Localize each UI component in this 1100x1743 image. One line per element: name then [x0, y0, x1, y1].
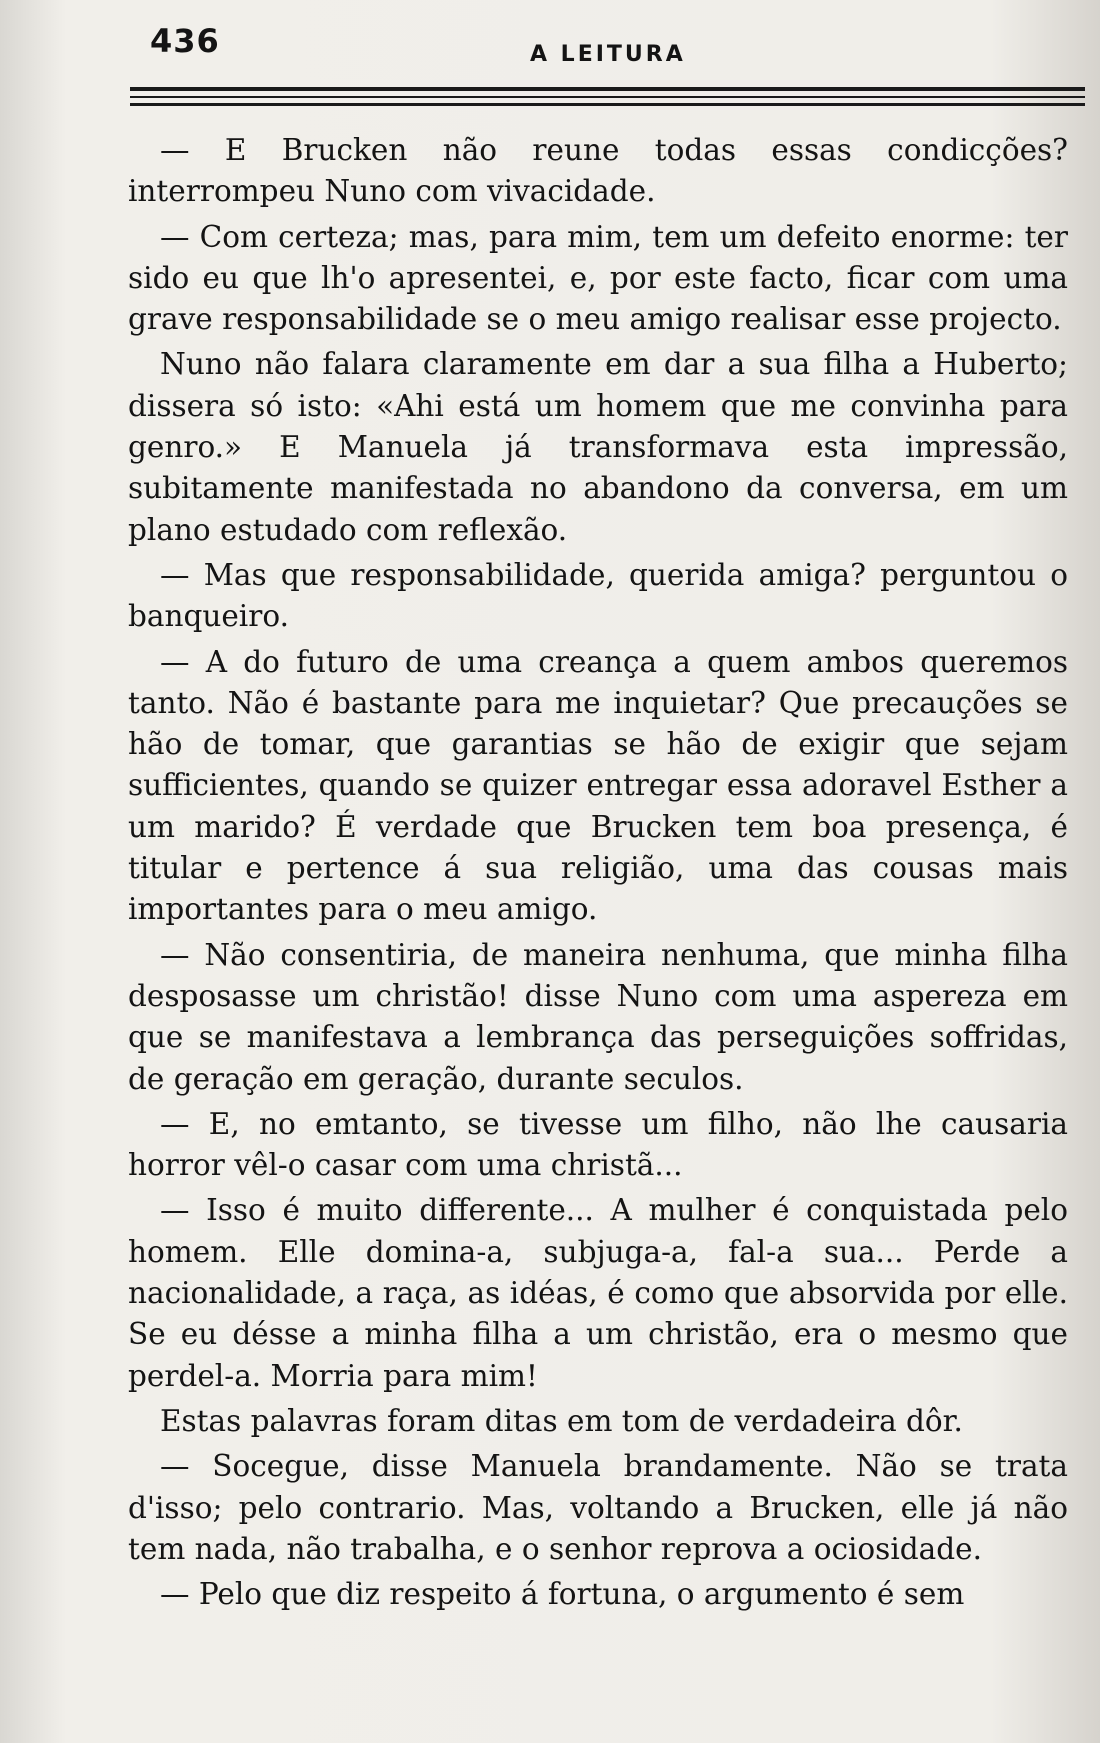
paragraph: — E Brucken não reune todas essas condicções? interrompeu Nuno com vivacidade.	[128, 133, 1068, 209]
paragraph: — Com certeza; mas, para mim, tem um defeito enorme: ter sido eu que lh'o apresentei, e, por este facto, ficar com uma grave responsabilidade se o meu amigo realisar esse projecto.	[128, 219, 1068, 337]
running-title: A LEITURA	[530, 42, 686, 67]
body-text	[128, 130, 1068, 1619]
paragraph: — Mas que responsabilidade, querida amiga? perguntou o banqueiro.	[128, 557, 1068, 634]
page-number: 436	[150, 22, 220, 60]
paragraph: — E, no emtanto, se tivesse um filho, não lhe causaria horror vêl-o casar com uma christã...	[128, 1106, 1068, 1183]
paragraph: Nuno não falara claramente em dar a sua filha a Huberto; dissera só isto: «Ahi está um homem que me convinha para genro.» E Manuela já transformava esta impressão, subitamente manifestada no abandono da conversa, em um plano estudado com reflexão.	[128, 347, 1068, 547]
paragraph: — A do futuro de uma creança a quem ambos queremos tanto. Não é bastante para me inquietar? Que precauções se hão de tomar, que garantias se hão de exigir que sejam sufficientes, quando se quizer entregar essa adoravel Esther a um marido? É verdade que Brucken tem boa presença, é titular e pertence á sua religião, uma das cousas mais importantes para o meu amigo.	[128, 644, 1068, 927]
paragraph: Estas palavras foram ditas em tom de verdadeira dôr.	[160, 1403, 963, 1438]
paragraph: — Isso é muito differente... A mulher é conquistada pelo homem. Elle domina-a, subjuga-a, fal-a sua... Perde a nacionalidade, a raça, as idéas, é como que absorvida por elle. Se eu désse a minha filha a um christão, era o mesmo que perdel-a. Morria para mim!	[128, 1193, 1068, 1393]
header-rule	[130, 103, 1085, 106]
paragraph: — Não consentiria, de maneira nenhuma, que minha filha desposasse um christão! disse Nuno com uma aspereza em que se manifestava a lembrança das perseguições soffridas, de geração em geração, durante seculos.	[128, 937, 1068, 1096]
paragraph: — Socegue, disse Manuela brandamente. Não se trata d'isso; pelo contrario. Mas, voltando a Brucken, elle já não tem nada, não trabalha, e o senhor reprova a ociosidade.	[128, 1449, 1068, 1566]
header-rule	[130, 87, 1085, 91]
page-header	[150, 22, 1080, 82]
paragraph: — Pelo que diz respeito á fortuna, o argumento é sem	[160, 1577, 965, 1612]
header-rule	[130, 96, 1085, 98]
